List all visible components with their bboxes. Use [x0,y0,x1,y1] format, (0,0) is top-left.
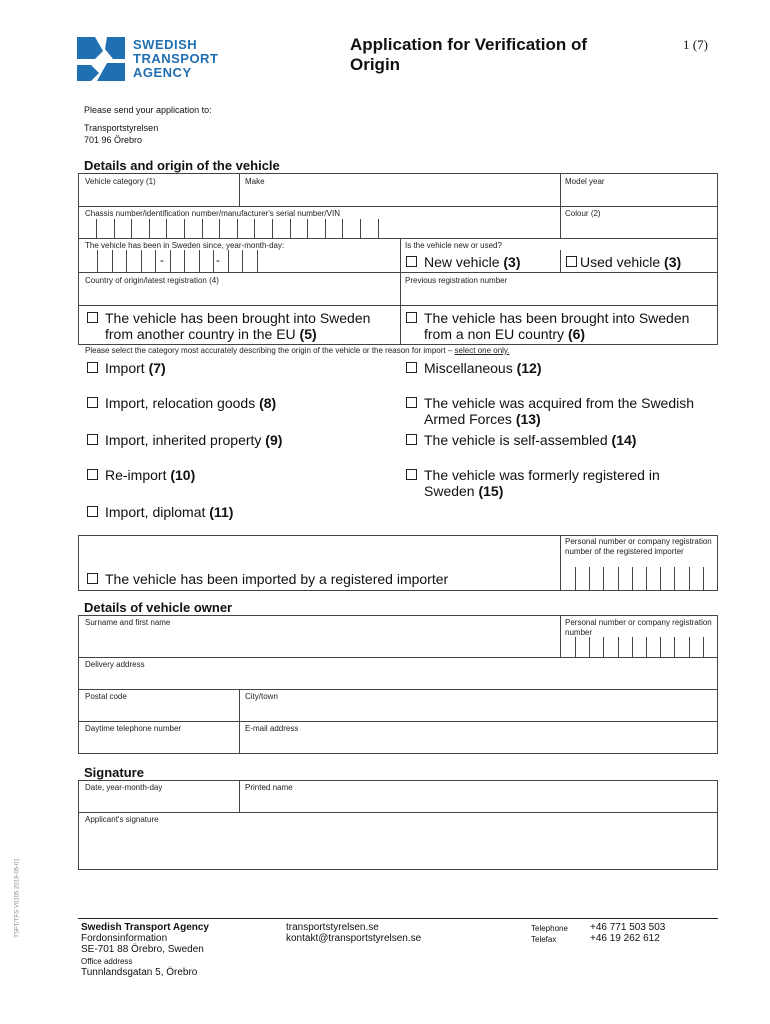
inherited-property-checkbox[interactable]: Import, inherited property (9) [87,432,282,448]
owner-section-heading: Details of vehicle owner [84,600,233,615]
checkbox-icon [566,256,577,267]
postal-code-input[interactable] [80,703,237,720]
phone-label: Daytime telephone number [85,724,182,733]
import-checkbox[interactable]: Import (7) [87,360,166,376]
importer-number-label: Personal number or company registration number of the registered importer [565,537,712,556]
page-number: 1 (7) [683,37,708,52]
date-separator: - [160,253,164,267]
signature-date-input[interactable] [80,794,237,811]
owner-name-label: Surname and first name [85,618,171,627]
registered-importer-checkbox[interactable]: The vehicle has been imported by a registered importer [87,571,448,587]
footer-agency: Swedish Transport Agency [81,922,209,933]
previous-registration-input[interactable] [402,287,716,304]
checkbox-icon [406,256,417,267]
footer-fax-label: Telefax [531,935,557,944]
logo-line: SWEDISH [133,37,198,52]
owner-pn-input[interactable] [562,637,716,656]
miscellaneous-checkbox[interactable]: Miscellaneous (12) [406,360,542,376]
checkbox-icon [406,312,417,323]
checkbox-icon [406,434,417,445]
footer-web: transportstyrelsen.se [286,922,379,933]
previous-registration-label: Previous registration number [405,276,508,285]
checkbox-icon [87,573,98,584]
checkbox-icon [406,362,417,373]
logo-line: TRANSPORT [133,51,219,66]
in-sweden-date-input[interactable] [80,250,398,271]
eu-origin-checkbox[interactable]: The vehicle has been brought into Sweden from another country in the EU (5) [87,310,370,342]
footer-postal: SE-701 88 Örebro, Sweden [81,944,204,955]
city-label: City/town [245,692,278,701]
category-instruction: Please select the category most accurately describing the origin of the vehicle or the reason for import – select one only. [85,346,510,355]
footer-fax: +46 19 262 612 [590,933,660,944]
checkbox-icon [87,312,98,323]
owner-pn-label: Personal number or company registration number [565,618,712,637]
new-vehicle-checkbox[interactable]: New vehicle (3) [406,254,521,270]
delivery-address-label: Delivery address [85,660,145,669]
email-label: E-mail address [245,724,299,733]
self-assembled-checkbox[interactable]: The vehicle is self-assembled (14) [406,432,636,448]
postal-code-label: Postal code [85,692,127,701]
owner-name-input[interactable] [80,630,558,656]
checkbox-icon [87,362,98,373]
relocation-goods-checkbox[interactable]: Import, relocation goods (8) [87,395,276,411]
formerly-registered-checkbox[interactable]: The vehicle was formerly registered in Sweden (15) [406,467,660,499]
logo-text [133,38,218,80]
form-code: TSFT/TFS V0105 2019-05-01 [14,858,21,938]
armed-forces-checkbox[interactable]: The vehicle was acquired from the Swedish Armed Forces (13) [406,395,694,427]
new-or-used-label: Is the vehicle new or used? [405,241,502,250]
address-line: 701 96 Örebro [84,135,143,145]
footer-tel-label: Telephone [531,924,568,933]
checkbox-icon [87,469,98,480]
chassis-label: Chassis number/identification number/manufacturer's serial number/VIN [85,209,340,218]
printed-name-input[interactable] [241,794,716,811]
email-input[interactable] [241,735,716,752]
checkbox-icon [87,397,98,408]
footer-office-label: Office address [81,957,133,966]
logo-line: AGENCY [133,65,192,80]
in-sweden-since-label: The vehicle has been in Sweden since, year-month-day: [85,241,285,250]
re-import-checkbox[interactable]: Re-import (10) [87,467,195,483]
checkbox-icon [406,397,417,408]
model-year-label: Model year [565,177,605,186]
checkbox-icon [87,434,98,445]
city-input[interactable] [241,703,716,720]
colour-label: Colour (2) [565,209,601,218]
colour-input[interactable] [562,220,716,237]
applicant-signature-field[interactable] [80,826,716,868]
document-title: Application for Verification of Origin [350,35,588,74]
printed-name-label: Printed name [245,783,293,792]
signature-section-heading: Signature [84,765,144,780]
make-label: Make [245,177,265,186]
footer-email: kontakt@transportstyrelsen.se [286,933,422,944]
non-eu-origin-checkbox[interactable]: The vehicle has been brought into Sweden from a non EU country (6) [406,310,689,342]
vehicle-section-heading: Details and origin of the vehicle [84,158,280,173]
send-intro: Please send your application to: [84,105,212,115]
phone-input[interactable] [80,735,237,752]
diplomat-checkbox[interactable]: Import, diplomat (11) [87,504,233,520]
vehicle-category-label: Vehicle category (1) [85,177,156,186]
importer-number-input[interactable] [562,567,716,589]
model-year-input[interactable] [562,188,716,204]
vehicle-category-input[interactable] [80,188,237,204]
make-input[interactable] [241,188,558,204]
used-vehicle-checkbox[interactable]: Used vehicle (3) [566,254,681,270]
footer-dept: Fordonsinformation [81,933,168,944]
checkbox-icon [87,506,98,517]
signature-date-label: Date, year-month-day [85,783,163,792]
address-line: Transportstyrelsen [84,123,159,133]
vin-input[interactable] [80,220,558,237]
date-separator: - [216,253,220,267]
checkbox-icon [406,469,417,480]
delivery-address-input[interactable] [80,671,716,688]
country-input[interactable] [80,287,398,304]
agency-logo [77,37,125,81]
footer-tel: +46 771 503 503 [590,922,666,933]
country-label: Country of origin/latest registration (4) [85,276,219,285]
applicant-signature-label: Applicant's signature [85,815,159,824]
footer-office: Tunnlandsgatan 5, Örebro [81,967,198,978]
